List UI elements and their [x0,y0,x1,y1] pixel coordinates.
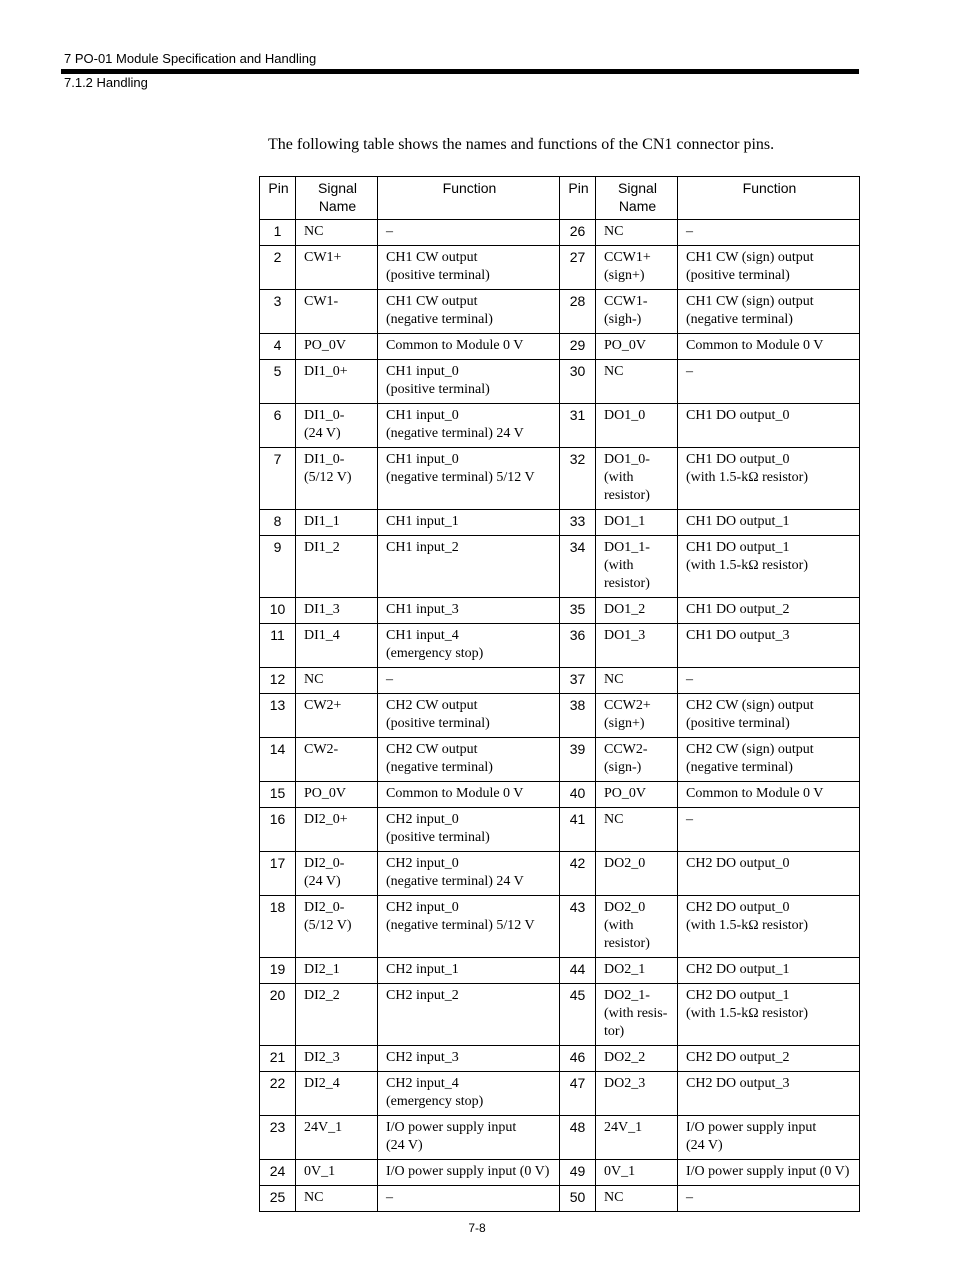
signal-left-cell: DI2_0+ [296,808,378,852]
signal-right-cell: DO2_2 [596,1046,678,1072]
pin-left-cell: 15 [260,782,296,808]
table-row [260,958,860,984]
function-left-cell: I/O power supply input (24 V) [378,1116,560,1160]
pin-left-cell: 22 [260,1072,296,1116]
function-right-cell: – [678,808,860,852]
pin-right-cell: 38 [560,694,596,738]
cn1-pin-table [259,176,860,1212]
signal-right-cell: DO2_3 [596,1072,678,1116]
table-row [260,984,860,1046]
pin-right-cell: 40 [560,782,596,808]
pin-left-cell: 17 [260,852,296,896]
signal-left-cell: CW1+ [296,246,378,290]
function-right-cell: CH1 CW (sign) output (positive terminal) [678,246,860,290]
pin-left-cell: 9 [260,536,296,598]
pin-left-cell: 13 [260,694,296,738]
function-left-cell: I/O power supply input (0 V) [378,1160,560,1186]
signal-right-cell: 24V_1 [596,1116,678,1160]
pin-left-cell: 11 [260,624,296,668]
pin-left-cell: 1 [260,220,296,246]
signal-left-cell: DI2_0- (5/12 V) [296,896,378,958]
pin-left-cell: 2 [260,246,296,290]
signal-left-cell: CW2+ [296,694,378,738]
chapter-header: 7 PO-01 Module Specification and Handling [64,51,317,66]
pin-right-cell: 34 [560,536,596,598]
pin-right-cell: 47 [560,1072,596,1116]
function-right-cell: Common to Module 0 V [678,334,860,360]
signal-left-cell: 0V_1 [296,1160,378,1186]
function-left-cell: CH1 input_1 [378,510,560,536]
signal-left-cell: NC [296,220,378,246]
function-right-cell: – [678,360,860,404]
pin-right-cell: 33 [560,510,596,536]
pin-right-cell: 30 [560,360,596,404]
function-left-cell: – [378,1186,560,1212]
function-right-cell: CH1 DO output_1 [678,510,860,536]
pin-left-cell: 8 [260,510,296,536]
signal-left-cell: DI2_1 [296,958,378,984]
signal-right-cell: DO1_0 [596,404,678,448]
table-row [260,1072,860,1116]
signal-left-cell: DI1_3 [296,598,378,624]
pin-left-cell: 5 [260,360,296,404]
function-left-cell: CH2 input_2 [378,984,560,1046]
function-left-cell: CH2 input_1 [378,958,560,984]
function-left-cell: CH2 input_0 (positive terminal) [378,808,560,852]
pin-right-cell: 42 [560,852,596,896]
table-body [260,220,860,1212]
table-row [260,782,860,808]
table-row [260,1046,860,1072]
header-signal-left: Signal Name [296,177,378,220]
signal-left-cell: DI2_4 [296,1072,378,1116]
intro-text: The following table shows the names and functions of the CN1 connector pins. [268,136,775,153]
pin-left-cell: 18 [260,896,296,958]
signal-right-cell: NC [596,808,678,852]
table-header-row [260,177,860,220]
pin-right-cell: 43 [560,896,596,958]
function-left-cell: CH2 input_0 (negative terminal) 24 V [378,852,560,896]
table-row [260,536,860,598]
signal-left-cell: CW1- [296,290,378,334]
signal-right-cell: DO1_1 [596,510,678,536]
pin-left-cell: 6 [260,404,296,448]
signal-right-cell: NC [596,360,678,404]
function-left-cell: CH2 input_3 [378,1046,560,1072]
pin-left-cell: 19 [260,958,296,984]
pin-right-cell: 26 [560,220,596,246]
function-left-cell: CH2 CW output (negative terminal) [378,738,560,782]
pin-left-cell: 24 [260,1160,296,1186]
pin-right-cell: 32 [560,448,596,510]
signal-left-cell: CW2- [296,738,378,782]
pin-left-cell: 21 [260,1046,296,1072]
pin-right-cell: 27 [560,246,596,290]
header-function-left: Function [378,177,560,220]
signal-left-cell: DI1_2 [296,536,378,598]
table-row [260,1186,860,1212]
signal-right-cell: 0V_1 [596,1160,678,1186]
function-left-cell: Common to Module 0 V [378,782,560,808]
table-row [260,738,860,782]
pin-left-cell: 14 [260,738,296,782]
signal-left-cell: DI1_0- (5/12 V) [296,448,378,510]
function-right-cell: CH1 DO output_2 [678,598,860,624]
header-rule [61,69,859,74]
section-header: 7.1.2 Handling [64,75,148,90]
signal-left-cell: DI1_0- (24 V) [296,404,378,448]
pin-left-cell: 4 [260,334,296,360]
pin-right-cell: 41 [560,808,596,852]
table-row [260,598,860,624]
signal-left-cell: DI1_0+ [296,360,378,404]
function-left-cell: – [378,220,560,246]
signal-right-cell: PO_0V [596,782,678,808]
pin-right-cell: 44 [560,958,596,984]
pin-left-cell: 10 [260,598,296,624]
pin-right-cell: 49 [560,1160,596,1186]
pin-right-cell: 45 [560,984,596,1046]
function-right-cell: CH1 DO output_0 (with 1.5-kΩ resistor) [678,448,860,510]
function-right-cell: CH2 CW (sign) output (negative terminal) [678,738,860,782]
function-right-cell: CH1 DO output_3 [678,624,860,668]
function-right-cell: Common to Module 0 V [678,782,860,808]
signal-right-cell: DO2_0 [596,852,678,896]
pin-left-cell: 23 [260,1116,296,1160]
table-row [260,448,860,510]
table-row [260,246,860,290]
function-right-cell: CH2 DO output_1 [678,958,860,984]
table-row [260,808,860,852]
function-right-cell: – [678,1186,860,1212]
pin-right-cell: 50 [560,1186,596,1212]
pin-left-cell: 25 [260,1186,296,1212]
function-right-cell: I/O power supply input (24 V) [678,1116,860,1160]
table-row [260,360,860,404]
pin-right-cell: 39 [560,738,596,782]
function-right-cell: CH1 DO output_0 [678,404,860,448]
pin-left-cell: 20 [260,984,296,1046]
table-row [260,404,860,448]
function-left-cell: CH1 CW output (negative terminal) [378,290,560,334]
function-right-cell: CH1 DO output_1 (with 1.5-kΩ resistor) [678,536,860,598]
signal-right-cell: DO1_1- (with resistor) [596,536,678,598]
pin-right-cell: 28 [560,290,596,334]
function-left-cell: CH2 input_0 (negative terminal) 5/12 V [378,896,560,958]
pin-right-cell: 37 [560,668,596,694]
table-row [260,220,860,246]
function-right-cell: – [678,668,860,694]
function-right-cell: CH2 DO output_2 [678,1046,860,1072]
function-left-cell: Common to Module 0 V [378,334,560,360]
signal-left-cell: DI1_1 [296,510,378,536]
signal-right-cell: PO_0V [596,334,678,360]
function-right-cell: CH2 DO output_0 (with 1.5-kΩ resistor) [678,896,860,958]
signal-left-cell: PO_0V [296,782,378,808]
signal-right-cell: DO2_1- (with resis- tor) [596,984,678,1046]
signal-left-cell: NC [296,668,378,694]
signal-right-cell: DO2_0 (with resistor) [596,896,678,958]
signal-left-cell: DI1_4 [296,624,378,668]
signal-right-cell: CCW1- (sigh-) [596,290,678,334]
pin-right-cell: 31 [560,404,596,448]
signal-left-cell: NC [296,1186,378,1212]
signal-right-cell: DO1_2 [596,598,678,624]
function-left-cell: CH1 input_3 [378,598,560,624]
signal-right-cell: CCW2- (sign-) [596,738,678,782]
pin-right-cell: 36 [560,624,596,668]
function-right-cell: CH2 CW (sign) output (positive terminal) [678,694,860,738]
function-right-cell: – [678,220,860,246]
function-right-cell: CH2 DO output_0 [678,852,860,896]
signal-right-cell: CCW2+ (sign+) [596,694,678,738]
pin-right-cell: 46 [560,1046,596,1072]
function-right-cell: CH2 DO output_3 [678,1072,860,1116]
function-right-cell: CH1 CW (sign) output (negative terminal) [678,290,860,334]
page-number: 7-8 [468,1221,486,1235]
signal-right-cell: NC [596,668,678,694]
pin-right-cell: 35 [560,598,596,624]
signal-right-cell: CCW1+ (sign+) [596,246,678,290]
function-left-cell: CH1 input_2 [378,536,560,598]
function-left-cell: CH1 input_0 (negative terminal) 5/12 V [378,448,560,510]
function-left-cell: CH1 CW output (positive terminal) [378,246,560,290]
signal-left-cell: 24V_1 [296,1116,378,1160]
table-row [260,1116,860,1160]
header-pin-left: Pin [260,177,296,220]
table-row [260,510,860,536]
function-left-cell: CH2 input_4 (emergency stop) [378,1072,560,1116]
signal-left-cell: DI2_3 [296,1046,378,1072]
table-row [260,668,860,694]
function-left-cell: CH1 input_0 (positive terminal) [378,360,560,404]
header-signal-right: Signal Name [596,177,678,220]
signal-left-cell: PO_0V [296,334,378,360]
header-function-right: Function [678,177,860,220]
pin-left-cell: 16 [260,808,296,852]
table-row [260,694,860,738]
header-pin-right: Pin [560,177,596,220]
signal-right-cell: NC [596,1186,678,1212]
function-left-cell: CH2 CW output (positive terminal) [378,694,560,738]
function-right-cell: I/O power supply input (0 V) [678,1160,860,1186]
pin-left-cell: 7 [260,448,296,510]
function-left-cell: CH1 input_4 (emergency stop) [378,624,560,668]
pin-left-cell: 3 [260,290,296,334]
signal-right-cell: DO1_0- (with resistor) [596,448,678,510]
function-left-cell: – [378,668,560,694]
table-row [260,852,860,896]
table-row [260,896,860,958]
signal-right-cell: DO1_3 [596,624,678,668]
signal-left-cell: DI2_0- (24 V) [296,852,378,896]
table-row [260,334,860,360]
signal-right-cell: DO2_1 [596,958,678,984]
table-row [260,290,860,334]
table-row [260,624,860,668]
table-row [260,1160,860,1186]
pin-right-cell: 48 [560,1116,596,1160]
pin-right-cell: 29 [560,334,596,360]
function-right-cell: CH2 DO output_1 (with 1.5-kΩ resistor) [678,984,860,1046]
signal-left-cell: DI2_2 [296,984,378,1046]
pin-left-cell: 12 [260,668,296,694]
signal-right-cell: NC [596,220,678,246]
function-left-cell: CH1 input_0 (negative terminal) 24 V [378,404,560,448]
